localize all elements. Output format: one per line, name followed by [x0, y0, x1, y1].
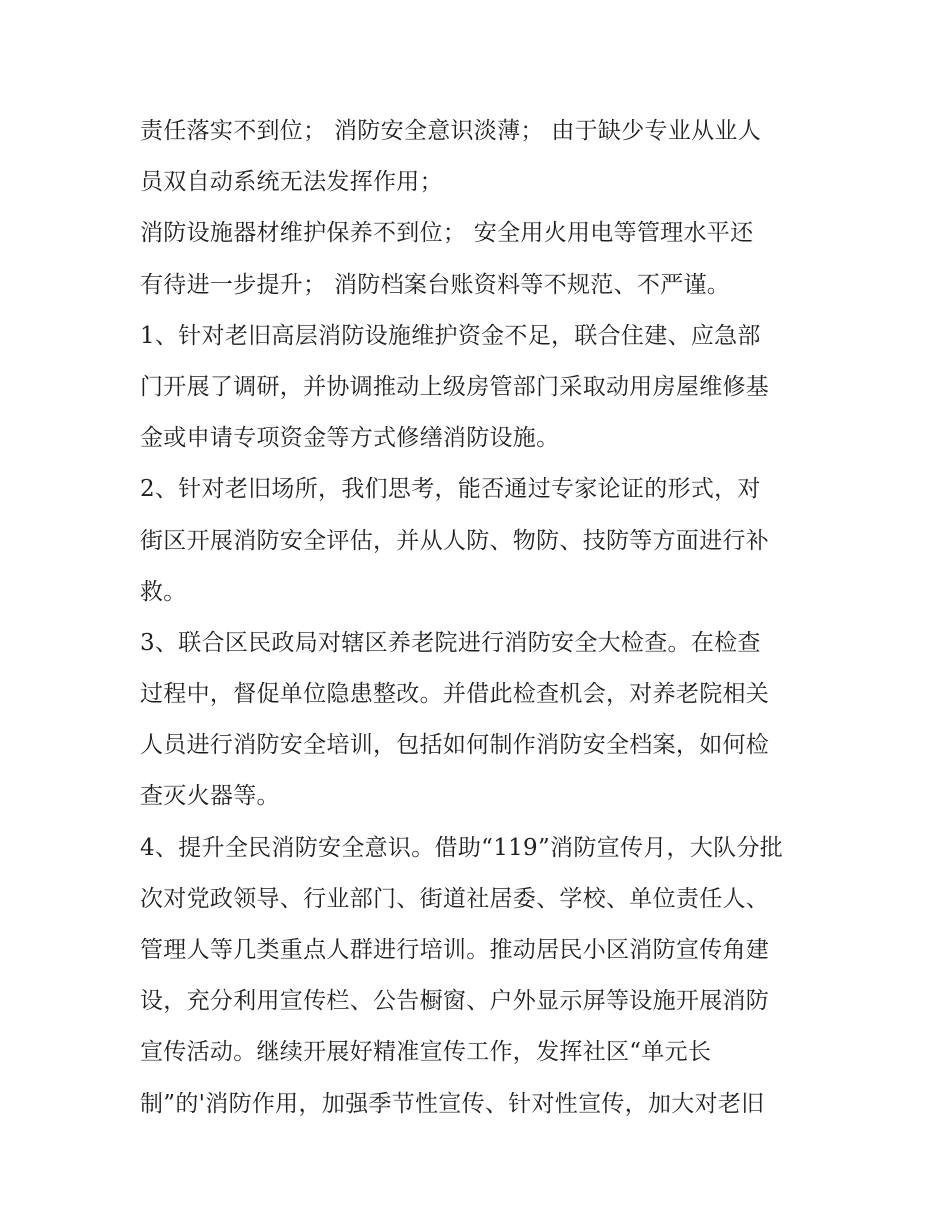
text-line-10: 救。 — [140, 578, 187, 605]
text-line-1: 责任落实不到位； 消防安全意识淡薄； 由于缺少专业从业人 — [140, 118, 762, 144]
text-line-16: 次对党政领导、行业部门、街道社居委、学校、单位责任人、 — [140, 885, 770, 912]
text-line-19: 宣传活动。继续开展好精准宣传工作，发挥社区“单元长 — [140, 1039, 712, 1066]
text-line-14: 查灭火器等。 — [140, 783, 280, 810]
text-line-7: 金或申请专项资金等方式修缮消防设施。 — [140, 425, 560, 452]
text-line-15: 4、提升全民消防安全意识。借助“119”消防宣传月，大队分批 — [140, 834, 784, 861]
document-body — [140, 106, 820, 1130]
text-line-6: 门开展了调研，并协调推动上级房管部门采取动用房屋维修基 — [140, 373, 770, 400]
text-line-4: 有待进一步提升； 消防档案台账资料等不规范、不严谨。 — [140, 271, 731, 298]
text-line-9: 街区开展消防安全评估，并从人防、物防、技防等方面进行补 — [140, 527, 770, 554]
text-line-11: 3、联合区民政局对辖区养老院进行消防安全大检查。在检查 — [140, 629, 761, 656]
text-line-18: 设，充分利用宣传栏、公告橱窗、户外显示屏等设施开展消防 — [140, 988, 770, 1015]
text-line-5: 1、针对老旧高层消防设施维护资金不足，联合住建、应急部 — [140, 322, 761, 349]
text-line-8: 2、针对老旧场所，我们思考，能否通过专家论证的形式，对 — [140, 476, 761, 503]
text-line-20: 制”的'消防作用，加强季节性宣传、针对性宣传，加大对老旧 — [140, 1090, 765, 1117]
text-line-13: 人员进行消防安全培训，包括如何制作消防安全档案，如何检 — [140, 732, 770, 759]
text-line-3: 消防设施器材维护保养不到位； 安全用火用电等管理水平还 — [140, 220, 754, 247]
text-line-2: 员双自动系统无法发挥作用； — [140, 169, 443, 196]
text-line-17: 管理人等几类重点人群进行培训。推动居民小区消防宣传角建 — [140, 937, 770, 963]
text-line-12: 过程中，督促单位隐患整改。并借此检查机会，对养老院相关 — [140, 681, 770, 708]
